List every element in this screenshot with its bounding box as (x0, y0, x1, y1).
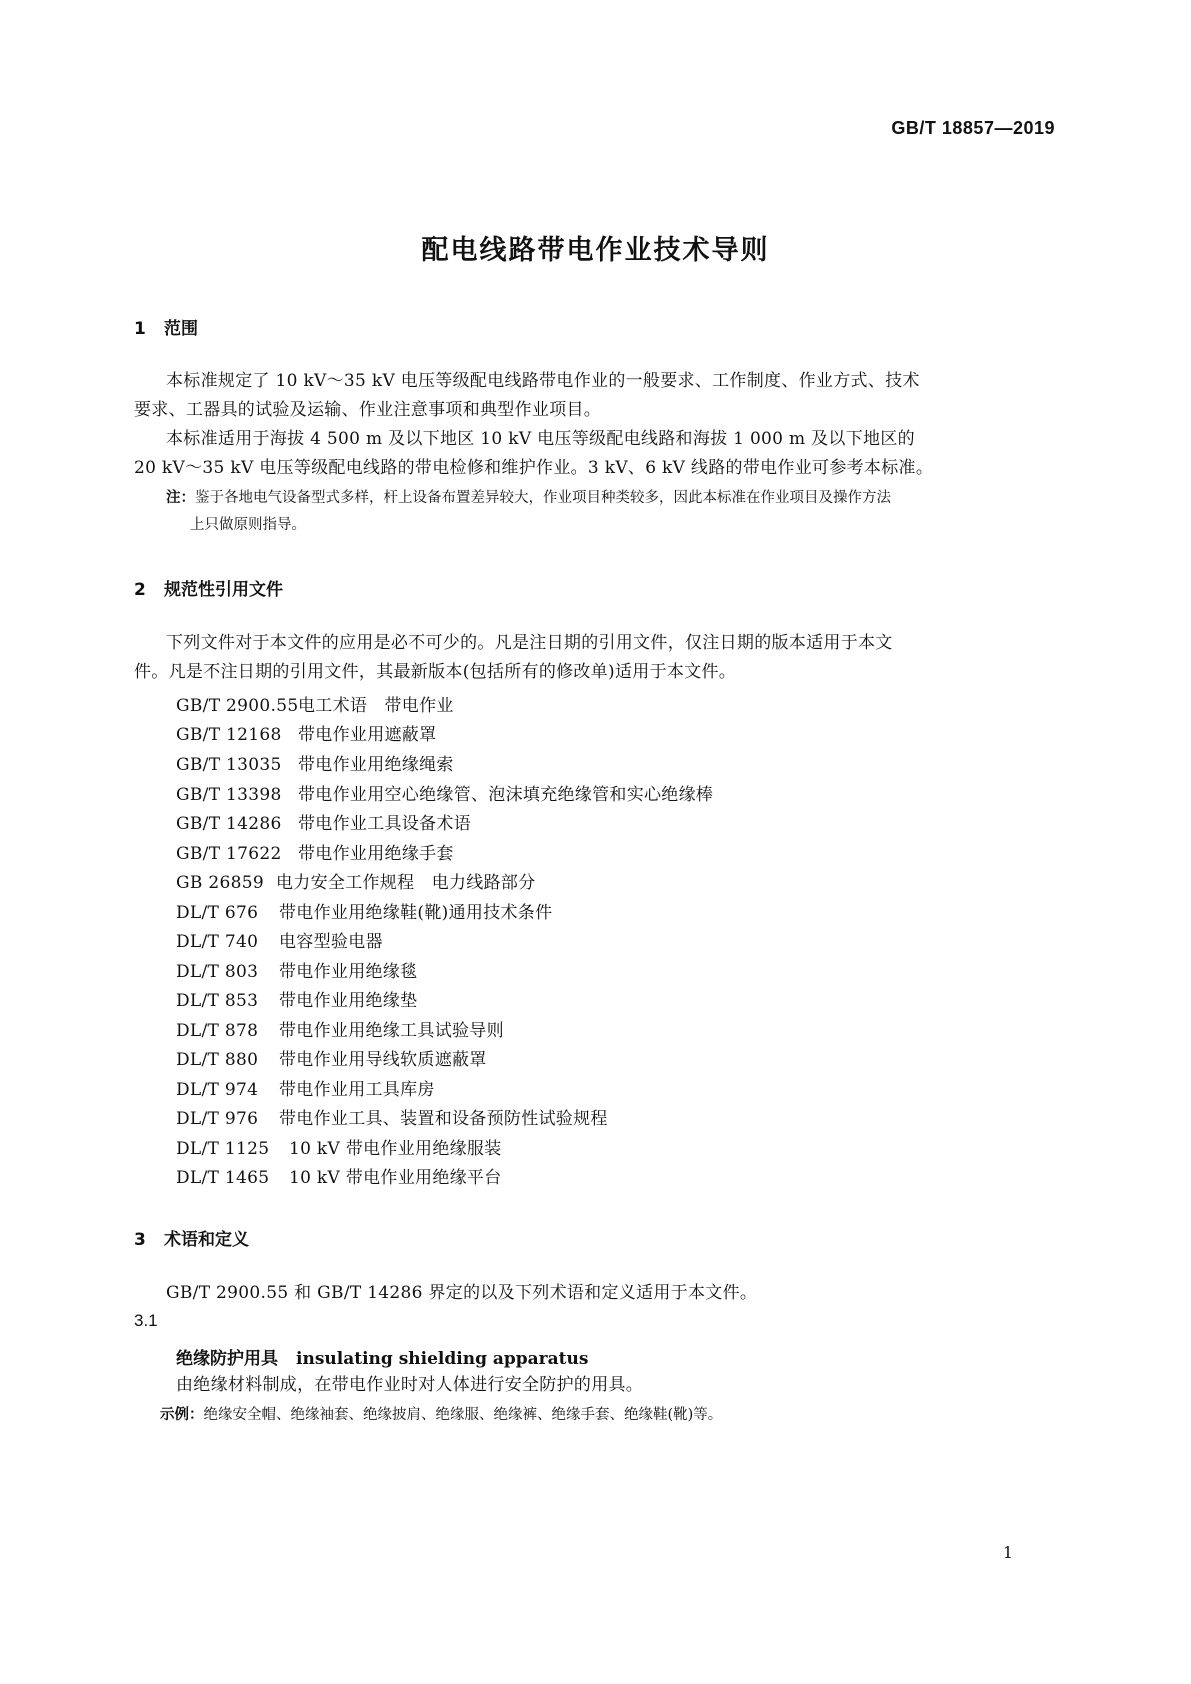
paragraph-line: 本标准规定了 10 kV～35 kV 电压等级配电线路带电作业的一般要求、工作制度、作业方式、技术 (166, 371, 920, 391)
page-title: 配电线路带电作业技术导则 (421, 235, 770, 266)
reference-title: 带电作业用绝缘绳索 (298, 755, 454, 775)
reference-code: GB/T 13035 (176, 755, 282, 775)
reference-code: DL/T 880 (176, 1050, 259, 1070)
note-text: 鉴于各地电气设备型式多样，杆上设备布置差异较大，作业项目种类较多，因此本标准在作业项目及操作方法 (195, 490, 891, 506)
subsection-number: 3.1 (134, 1311, 158, 1330)
section-title: 规范性引用文件 (164, 580, 283, 600)
reference-title: 带电作业用绝缘手套 (298, 844, 454, 864)
reference-item (176, 720, 436, 745)
reference-code: DL/T 740 (176, 932, 259, 952)
reference-item (176, 691, 454, 716)
reference-title: 电容型验电器 (279, 932, 383, 952)
reference-title: 带电作业工具、装置和设备预防性试验规程 (279, 1109, 608, 1129)
reference-code: DL/T 853 (176, 991, 259, 1011)
reference-code: GB/T 17622 (176, 844, 282, 864)
paragraph-line: 20 kV～35 kV 电压等级配电线路的带电检修和维护作业。3 kV、6 kV 线路的带电作业可参考本标准。 (134, 458, 934, 478)
reference-code: DL/T 803 (176, 962, 259, 982)
reference-item (176, 898, 552, 923)
reference-code: DL/T 878 (176, 1021, 259, 1041)
section-number: 2 (134, 580, 146, 600)
term-entry (176, 1344, 588, 1369)
reference-code: GB/T 13398 (176, 785, 282, 805)
reference-title: 带电作业用绝缘工具试验导则 (279, 1021, 504, 1041)
reference-code: DL/T 1125 (176, 1139, 270, 1159)
reference-code: GB/T 2900.55 (176, 696, 299, 716)
reference-title: 带电作业用绝缘鞋(靴)通用技术条件 (279, 903, 553, 923)
section-2-heading (134, 575, 283, 600)
section-3-heading (134, 1225, 249, 1250)
reference-item (176, 1163, 502, 1188)
reference-item (176, 986, 417, 1011)
section-title: 范围 (164, 319, 198, 339)
note-label: 注： (166, 490, 195, 506)
reference-title: 电工术语 带电作业 (298, 696, 454, 716)
example-label: 示例： (160, 1407, 204, 1423)
reference-title: 带电作业用工具库房 (279, 1080, 435, 1100)
reference-item (176, 1016, 504, 1041)
reference-code: DL/T 676 (176, 903, 259, 923)
section-number: 3 (134, 1230, 146, 1250)
reference-item (176, 809, 471, 834)
reference-item (176, 1104, 608, 1129)
document-number: GB/T 18857—2019 (891, 118, 1055, 138)
example-text: 绝缘安全帽、绝缘袖套、绝缘披肩、绝缘服、绝缘裤、绝缘手套、绝缘鞋(靴)等。 (203, 1407, 723, 1423)
reference-item (176, 868, 536, 893)
reference-title: 10 kV 带电作业用绝缘服装 (289, 1139, 502, 1159)
reference-item (176, 839, 454, 864)
reference-title: 带电作业用导线软质遮蔽罩 (279, 1050, 487, 1070)
reference-item (176, 750, 454, 775)
paragraph-line: 本标准适用于海拔 4 500 m 及以下地区 10 kV 电压等级配电线路和海拔 1 000 m 及以下地区的 (166, 429, 915, 449)
reference-item (176, 1045, 487, 1070)
reference-title: 10 kV 带电作业用绝缘平台 (289, 1168, 502, 1188)
paragraph-line: GB/T 2900.55 和 GB/T 14286 界定的以及下列术语和定义适用于本文件。 (166, 1283, 758, 1303)
reference-item (176, 927, 383, 952)
paragraph-line: 件。凡是不注日期的引用文件，其最新版本(包括所有的修改单)适用于本文件。 (134, 662, 737, 682)
term-chinese: 绝缘防护用具 (176, 1349, 278, 1369)
paragraph-line: 下列文件对于本文件的应用是必不可少的。凡是注日期的引用文件，仅注日期的版本适用于本文 (166, 633, 893, 653)
section-1-heading (134, 314, 198, 339)
reference-item (176, 1134, 502, 1159)
reference-title: 电力安全工作规程 电力线路部分 (276, 873, 536, 893)
reference-title: 带电作业用绝缘毯 (279, 962, 418, 982)
reference-code: DL/T 976 (176, 1109, 259, 1129)
reference-code: GB 26859 (176, 873, 264, 893)
note (166, 485, 891, 511)
reference-code: GB/T 14286 (176, 814, 282, 834)
reference-item (176, 780, 713, 805)
reference-item (176, 1075, 435, 1100)
paragraph-line: 要求、工器具的试验及运输、作业注意事项和典型作业项目。 (134, 400, 602, 420)
section-title: 术语和定义 (164, 1230, 249, 1250)
reference-item (176, 957, 417, 982)
reference-title: 带电作业用遮蔽罩 (298, 725, 437, 745)
page-number: 1 (1002, 1543, 1013, 1562)
note-continuation: 上只做原则指导。 (190, 517, 306, 533)
reference-code: DL/T 1465 (176, 1168, 270, 1188)
reference-title: 带电作业用绝缘垫 (279, 991, 418, 1011)
term-english: insulating shielding apparatus (296, 1349, 589, 1369)
example (160, 1402, 722, 1428)
reference-title: 带电作业用空心绝缘管、泡沫填充绝缘管和实心绝缘棒 (298, 785, 714, 805)
reference-code: GB/T 12168 (176, 725, 282, 745)
reference-code: DL/T 974 (176, 1080, 259, 1100)
definition: 由绝缘材料制成，在带电作业时对人体进行安全防护的用具。 (176, 1375, 644, 1395)
reference-title: 带电作业工具设备术语 (298, 814, 471, 834)
section-number: 1 (134, 319, 146, 339)
